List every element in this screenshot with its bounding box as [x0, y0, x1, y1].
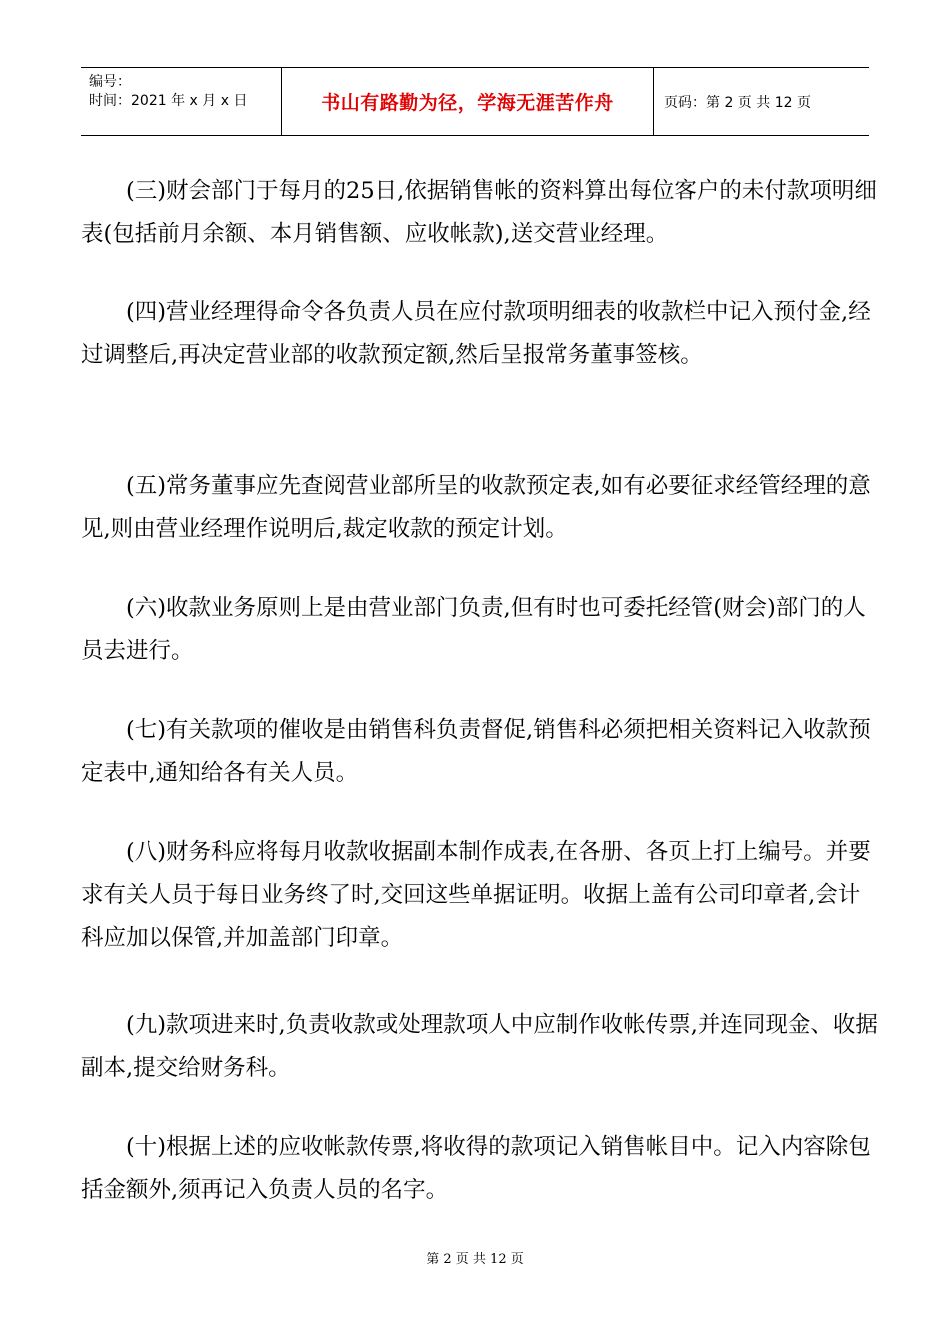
paragraph-4: (四)营业经理得命令各负责人员在应付款项明细表的收款栏中记入预付金,经过调整后,再决定营业部的收款预定额,然后呈报常务董事签核。	[81, 299, 871, 368]
paragraph-5: (五)常务董事应先查阅营业部所呈的收款预定表,如有必要征求经管经理的意见,则由营业经理作说明后,裁定收款的预定计划。	[81, 473, 871, 542]
document-number-label: 编号：	[89, 74, 131, 90]
document-date-label: 时间：2021 年 x 月 x 日	[89, 93, 248, 109]
paragraph-9: (九)款项进来时,负责收款或处理款项人中应制作收帐传票,并连同现金、收据副本,提交给财务科。	[81, 1012, 878, 1081]
paragraph-7: (七)有关款项的催收是由销售科负责督促,销售科必须把相关资料记入收款预定表中,通知给各有关人员。	[81, 717, 871, 786]
header-meta-cell	[81, 68, 282, 135]
header-motto: 书山有路勤为径，学海无涯苦作舟	[282, 68, 654, 135]
paragraph-10: (十)根据上述的应收帐款传票,将收得的款项记入销售帐目中。记入内容除包括金额外,须再记入负责人员的名字。	[81, 1134, 871, 1203]
paragraph-6: (六)收款业务原则上是由营业部门负责,但有时也可委托经管(财会)部门的人员去进行。	[81, 595, 866, 664]
header-table	[81, 67, 869, 136]
page-footer: 第 2 页 共 12 页	[426, 1252, 524, 1267]
paragraph-3: (三)财会部门于每月的25日,依据销售帐的资料算出每位客户的未付款项明细表(包括前月余额、本月销售额、应收帐款),送交营业经理。	[81, 178, 877, 247]
paragraph-8: (八)财务科应将每月收款收据副本制作成表,在各册、各页上打上编号。并要求有关人员于每日业务终了时,交回这些单据证明。收据上盖有公司印章者,会计科应加以保管,并加盖部门印章。	[81, 839, 871, 951]
header-page-info: 页码：第 2 页 共 12 页	[664, 94, 811, 111]
